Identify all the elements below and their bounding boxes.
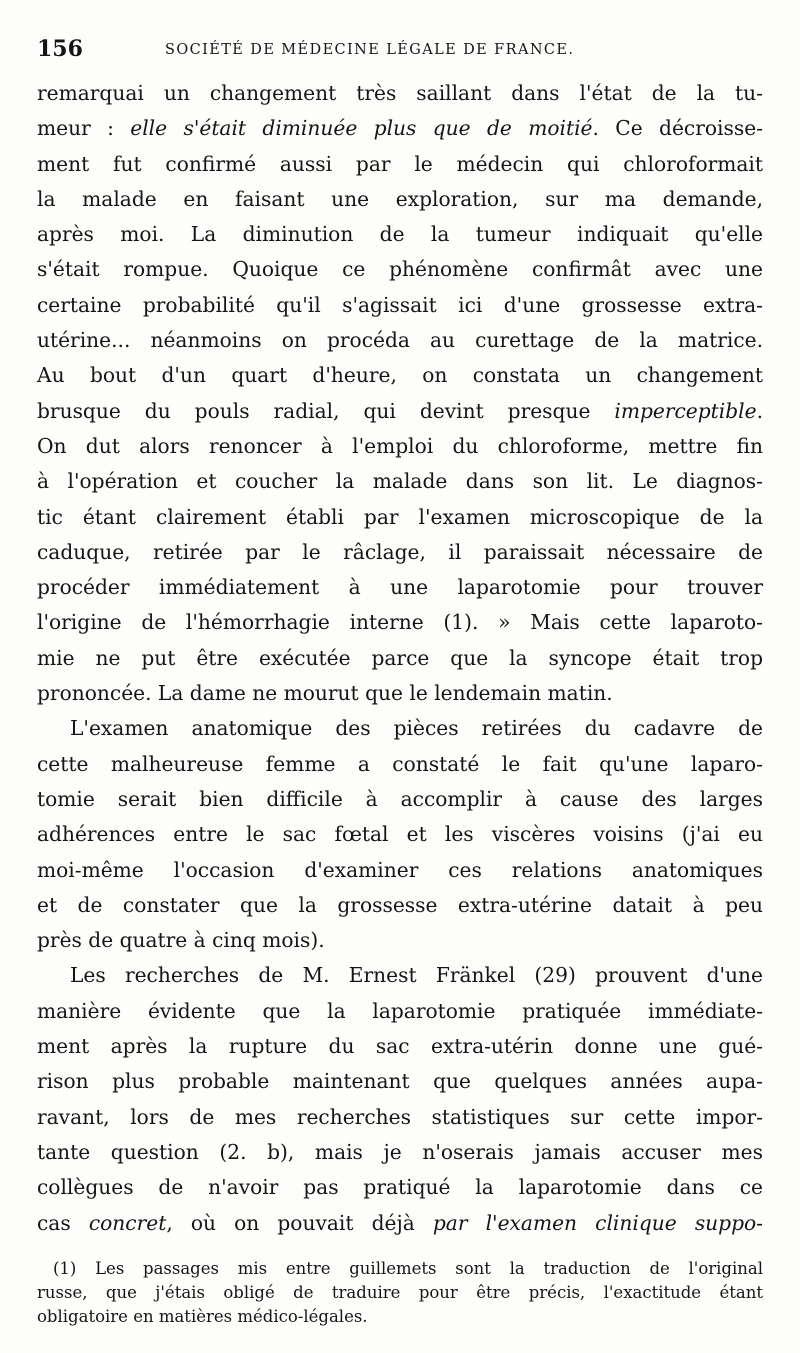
text-line: tic étant clairement établi par l'examen microscopique de la [37,504,763,529]
italic-word: concret [88,1210,167,1235]
italic-word: imperceptible [614,398,757,423]
italic-phrase: elle s'était diminuée plus que de moitié [130,116,593,141]
footnote-line: (1) Les passages mis entre guillemets sont la traduction de l'original [53,1258,763,1278]
text-line: la malade en faisant une exploration, sur ma demande, [37,186,763,211]
text-line-with-italic: cas concret, où on pouvait déjà par l'examen clinique suppo- [37,1210,763,1235]
text-line: et de constater que la grossesse extra-utérine datait à peu [37,892,763,917]
text-line: s'était rompue. Quoique ce phénomène confirmât avec une [37,257,763,282]
text-line: tante question (2. b), mais je n'oserais jamais accuser mes [37,1139,763,1164]
text-line: tomie serait bien difficile à accomplir à cause des larges [37,786,763,811]
text-line-with-italic: meur : elle s'était diminuée plus que de moitié. Ce décroisse- [37,116,763,141]
text-line: L'examen anatomique des pièces retirées du cadavre de [70,716,763,741]
footnote-line: obligatoire en matières médico-légales. [37,1306,368,1326]
page-header [37,28,763,68]
italic-phrase: par l'examen clinique suppo- [432,1210,763,1235]
text-line: prononcée. La dame ne mourut que le lendemain matin. [37,681,613,706]
body-text [37,76,763,1241]
text-line: certaine probabilité qu'il s'agissait ici d'une grossesse extra- [37,292,763,317]
text-line: collègues de n'avoir pas pratiqué la laparotomie dans ce [37,1175,763,1200]
text-line: ravant, lors de mes recherches statistiques sur cette impor- [37,1104,763,1129]
footnotes [37,1257,763,1329]
text-line: l'origine de l'hémorrhagie interne (1). » Mais cette laparoto- [37,610,763,635]
footnote-line: russe, que j'étais obligé de traduire pour être précis, l'exactitude étant [37,1282,763,1302]
text-line: mie ne put être exécutée parce que la syncope était trop [37,645,763,670]
book-page [37,28,763,1329]
text-line: remarquai un changement très saillant dans l'état de la tu- [37,81,763,105]
text-line: On dut alors renoncer à l'emploi du chloroforme, mettre fin [37,433,763,458]
text-line: moi-même l'occasion d'examiner ces relations anatomiques [37,857,763,882]
text-line: ment après la rupture du sac extra-utérin donne une gué- [37,1034,763,1059]
page-number: 156 [37,36,83,62]
text-line: utérine... néanmoins on procéda au curettage de la matrice. [37,328,763,353]
text-line: Au bout d'un quart d'heure, on constata un changement [37,363,763,388]
text-line: manière évidente que la laparotomie pratiquée immédiate- [37,998,763,1023]
text-line: adhérences entre le sac fœtal et les viscères voisins (j'ai eu [37,822,763,847]
text-line: cette malheureuse femme a constaté le fait qu'une laparo- [37,751,763,776]
text-line-with-italic: brusque du pouls radial, qui devint presque imperceptible. [37,398,763,423]
text-line: Les recherches de M. Ernest Fränkel (29) prouvent d'une [70,963,763,988]
text-line: à l'opération et coucher la malade dans son lit. Le diagnos- [37,469,763,494]
text-line: rison plus probable maintenant que quelques années aupa- [37,1069,763,1094]
text-line: ment fut confirmé aussi par le médecin qui chloroformait [37,151,763,176]
text-line: procéder immédiatement à une laparotomie pour trouver [37,575,763,600]
running-head: SOCIÉTÉ DE MÉDECINE LÉGALE DE FRANCE. [165,42,575,58]
text-line: après moi. La diminution de la tumeur indiquait qu'elle [37,222,763,247]
text-line: près de quatre à cinq mois). [37,928,325,953]
text-line: caduque, retirée par le râclage, il paraissait nécessaire de [37,539,763,564]
